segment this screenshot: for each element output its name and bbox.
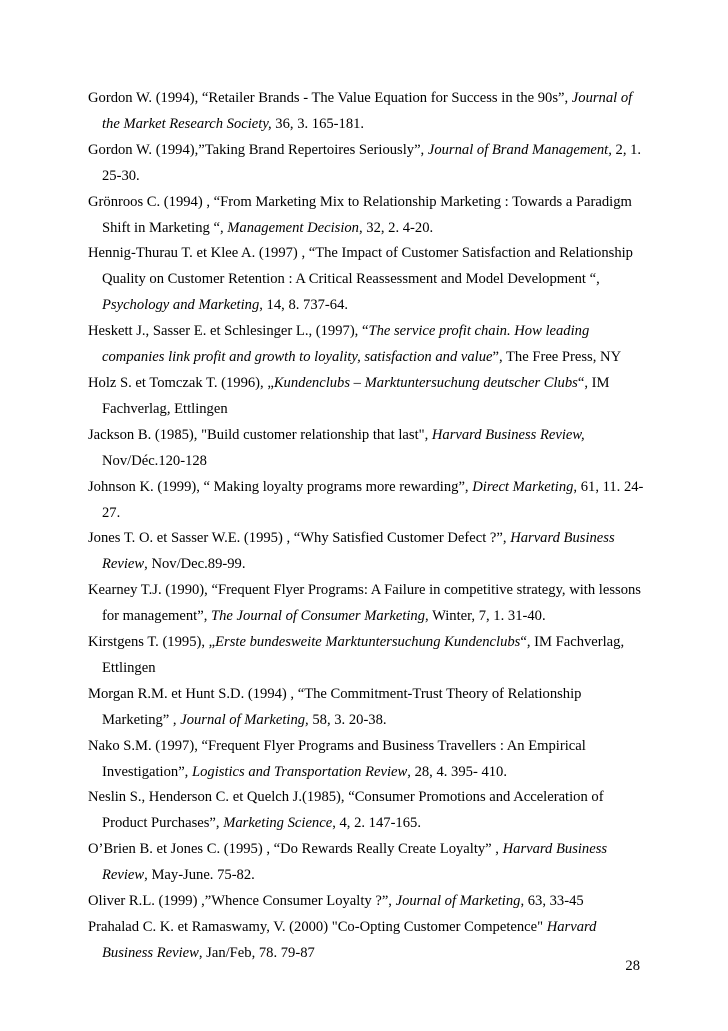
reference-details: , Nov/Dec.89-99. bbox=[144, 556, 246, 573]
reference-text: O’Brien B. et Jones C. (1995) , “Do Rewards Really Create Loyalty” , bbox=[88, 841, 503, 858]
reference-entry bbox=[88, 526, 648, 578]
reference-text: Kirstgens T. (1995), „ bbox=[88, 634, 216, 651]
reference-source: Journal of the Market Research Society, bbox=[102, 90, 633, 132]
reference-source: Psychology and Marketing bbox=[102, 297, 260, 314]
reference-details: 2, 1. 25-30. bbox=[102, 141, 642, 184]
reference-entry bbox=[88, 785, 648, 837]
reference-text: Nako S.M. (1997), “Frequent Flyer Programs and Business Travellers : An Empirical Investigation”, bbox=[88, 737, 586, 780]
reference-text: Heskett J., Sasser E. et Schlesinger L., (1997), “ bbox=[88, 323, 369, 340]
reference-details: “, IM Fachverlag, Ettlingen bbox=[102, 634, 625, 676]
reference-text: Kearney T.J. (1990), “Frequent Flyer Programs: A Failure in competitive strategy, with lessons for management”, bbox=[88, 582, 641, 625]
reference-entry bbox=[88, 423, 648, 475]
reference-details: , 4, 2. 147-165. bbox=[332, 815, 421, 832]
reference-text: Gordon W. (1994),”Taking Brand Repertoires Seriously”, bbox=[88, 141, 428, 158]
reference-entry bbox=[88, 319, 648, 371]
reference-entry bbox=[88, 682, 648, 734]
reference-text: Prahalad C. K. et Ramaswamy, V. (2000) "Co-Opting Customer Competence" bbox=[88, 919, 547, 935]
reference-source: Marketing Science bbox=[223, 815, 333, 832]
reference-text: Hennig-Thurau T. et Klee A. (1997) , “The Impact of Customer Satisfaction and Relationship Quality on Customer Retention : A Critical Reassessment and Model Development “, bbox=[88, 245, 633, 288]
reference-source: The Journal of Consumer Marketing bbox=[211, 608, 426, 625]
reference-entry bbox=[88, 86, 648, 138]
reference-text: Jones T. O. et Sasser W.E. (1995) , “Why Satisfied Customer Defect ?”, bbox=[88, 530, 511, 547]
reference-source: Direct Marketing bbox=[472, 478, 574, 495]
reference-entry bbox=[88, 190, 648, 242]
reference-details: , May-June. 75-82. bbox=[144, 867, 255, 884]
reference-text: Jackson B. (1985), "Build customer relationship that last", bbox=[88, 426, 432, 443]
page-number: 28 bbox=[625, 958, 640, 974]
reference-text: Holz S. et Tomczak T. (1996), „ bbox=[88, 374, 274, 391]
reference-entry bbox=[88, 915, 648, 967]
reference-source: Erste bundesweite Marktuntersuchung Kundenclubs bbox=[215, 634, 521, 651]
reference-entry bbox=[88, 371, 648, 423]
reference-list bbox=[88, 86, 648, 967]
reference-entry bbox=[88, 734, 648, 786]
reference-source: Kundenclubs – Marktuntersuchung deutscher Clubs bbox=[273, 374, 578, 391]
reference-details: 58, 3. 20-38. bbox=[308, 711, 387, 728]
reference-details: , Jan/Feb, 78. 79-87 bbox=[198, 944, 315, 961]
reference-source: Harvard Business Review, bbox=[431, 426, 585, 443]
reference-text: Neslin S., Henderson C. et Quelch J.(1985), “Consumer Promotions and Acceleration of Product Purchases”, bbox=[88, 789, 604, 832]
reference-text: Oliver R.L. (1999) ,”Whence Consumer Loyalty ?”, bbox=[88, 893, 396, 910]
reference-source: Harvard Business Review bbox=[102, 919, 597, 961]
reference-source: Harvard Business Review bbox=[102, 841, 608, 884]
reference-source: Journal of Marketing bbox=[395, 893, 521, 910]
reference-entry bbox=[88, 241, 648, 319]
reference-text: Grönroos C. (1994) , “From Marketing Mix to Relationship Marketing : Towards a Paradigm Shift in Marketing “, bbox=[88, 193, 632, 236]
reference-details: Nov/Déc.120-128 bbox=[102, 452, 207, 469]
reference-entry bbox=[88, 630, 648, 682]
reference-details: , 63, 33-45 bbox=[520, 893, 584, 910]
reference-details: , Winter, 7, 1. 31-40. bbox=[425, 608, 546, 625]
reference-entry bbox=[88, 578, 648, 630]
reference-details: , 14, 8. 737-64. bbox=[259, 297, 349, 314]
reference-source: Harvard Business Review bbox=[102, 530, 615, 573]
reference-details: “, IM Fachverlag, Ettlingen bbox=[102, 374, 610, 417]
reference-entry bbox=[88, 837, 648, 889]
reference-text: Gordon W. (1994), “Retailer Brands - The Value Equation for Success in the 90s”, bbox=[88, 90, 572, 106]
reference-entry bbox=[88, 138, 648, 190]
reference-details: 36, 3. 165-181. bbox=[271, 115, 365, 132]
reference-source: The service profit chain. How leading companies link profit and growth to loyality, satisfaction and value bbox=[102, 323, 590, 366]
reference-text: Morgan R.M. et Hunt S.D. (1994) , “The Commitment-Trust Theory of Relationship Marketing” , bbox=[88, 685, 582, 728]
reference-text: Johnson K. (1999), “ Making loyalty programs more rewarding”, bbox=[88, 478, 473, 495]
reference-entry bbox=[88, 475, 648, 527]
reference-details: , 32, 2. 4-20. bbox=[358, 219, 434, 236]
reference-source: Journal of Brand Management, bbox=[427, 141, 612, 158]
reference-source: Logistics and Transportation Review bbox=[191, 763, 408, 780]
reference-details: , 61, 11. 24-27. bbox=[102, 478, 644, 521]
reference-details: , 28, 4. 395- 410. bbox=[407, 763, 507, 780]
reference-details: ”, The Free Press, NY bbox=[492, 349, 622, 366]
reference-source: Management Decision bbox=[227, 219, 359, 236]
reference-entry bbox=[88, 889, 648, 915]
reference-source: Journal of Marketing, bbox=[180, 711, 309, 728]
